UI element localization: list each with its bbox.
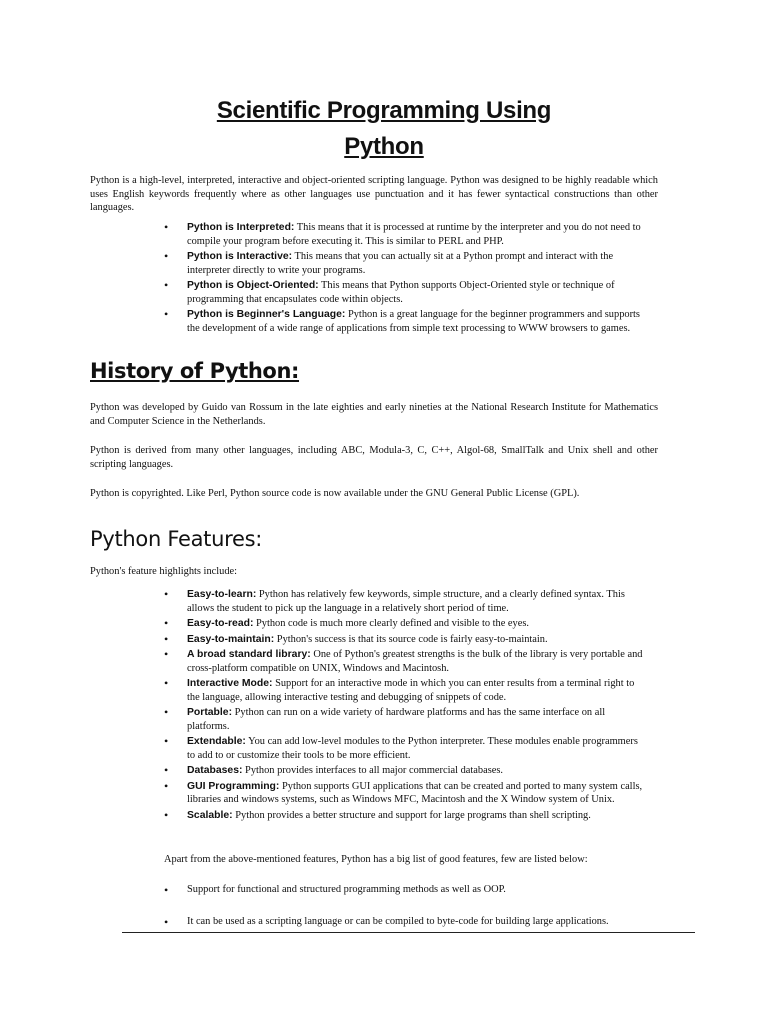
page-title-line1: Scientific Programming Using <box>216 97 552 124</box>
bullet-icon: • <box>164 778 169 793</box>
list-item <box>164 250 644 277</box>
history-heading: History of Python: <box>90 359 300 383</box>
extra-bullet-1 <box>164 884 506 895</box>
list-item <box>164 221 644 248</box>
bullet-icon: • <box>164 734 169 748</box>
list-item <box>164 677 648 704</box>
list-item <box>164 780 648 807</box>
bullet-icon: • <box>164 249 169 263</box>
bullet-text: Python provides a better structure and support for large programs than shell scripting. <box>232 809 591 821</box>
bullet-icon: • <box>164 763 169 777</box>
bullet-term: GUI Programming: <box>187 780 280 792</box>
bullet-term: Interactive Mode: <box>187 678 273 689</box>
list-item <box>164 617 648 631</box>
extra-bullet-text: It can be used as a scripting language or can be compiled to byte-code for building large applications. <box>187 916 609 927</box>
intro-paragraph: Python is a high-level, interpreted, interactive and object-oriented scripting language. Python was designed to be highly readable which uses English keywords frequently where as other languages use punctuation and it has fewer syntactical constructions than other languages. <box>90 175 658 213</box>
bullet-icon: • <box>164 278 169 292</box>
list-item <box>164 588 648 615</box>
bullet-text: Python's success is that its source code is fairly easy-to-maintain. <box>274 633 548 645</box>
bullet-icon: • <box>164 807 169 822</box>
bullet-text: Python is a great language for the beginner programmers and supports the development of a wide range of applications from simple text processing to WWW browsers to games. <box>187 309 640 334</box>
bullet-term: Easy-to-learn: <box>187 589 257 600</box>
extra-bullet-2 <box>164 916 609 927</box>
list-item <box>164 633 648 647</box>
horizontal-rule <box>122 932 695 933</box>
list-item <box>164 735 648 762</box>
bullet-term: Easy-to-maintain: <box>187 633 275 645</box>
bullet-term: Python is Interpreted: <box>187 222 295 233</box>
bullet-text: Support for an interactive mode in which you can enter results from a terminal right to the language, allowing interactive testing and debugging of snippets of code. <box>187 678 635 703</box>
bullet-text: You can add low-level modules to the Python interpreter. These modules enable programmers to add to or customize their tools to be more efficient. <box>187 736 638 761</box>
bullet-icon: • <box>164 915 169 929</box>
bullet-term: Python is Interactive: <box>187 251 293 262</box>
bullet-text: Python supports GUI applications that can be created and ported to many system calls, libraries and windows systems, such as Windows MFC, Macintosh and the X Window system of Unix. <box>187 780 643 805</box>
history-paragraph-1: Python was developed by Guido van Rossum in the late eighties and early nineties at the National Research Institute for Mathematics and Computer Science in the Netherlands. <box>90 402 658 427</box>
bullet-term: Databases: <box>187 765 243 776</box>
bullet-term: Portable: <box>187 707 233 718</box>
history-paragraph-3: Python is copyrighted. Like Perl, Python source code is now available under the GNU General Public License (GPL). <box>90 488 580 499</box>
bullet-text: This means that you can actually sit at a Python prompt and interact with the interpreter directly to write your programs. <box>187 251 614 276</box>
bullet-term: A broad standard library: <box>187 649 311 660</box>
list-item <box>164 764 648 778</box>
bullet-icon: • <box>164 631 169 646</box>
bullet-icon: • <box>164 705 169 719</box>
bullet-icon: • <box>164 616 169 630</box>
bullet-term: Python is Object-Oriented: <box>187 280 319 291</box>
intro-bullet-list <box>164 221 644 337</box>
bullet-icon: • <box>164 883 169 897</box>
bullet-icon: • <box>164 587 169 601</box>
extra-bullet-text: Support for functional and structured programming methods as well as OOP. <box>187 884 506 895</box>
list-item <box>164 648 648 675</box>
apart-paragraph: Apart from the above-mentioned features, Python has a big list of good features, few are listed below: <box>164 854 588 865</box>
bullet-icon: • <box>164 220 169 234</box>
page-title-line2: Python <box>344 133 424 160</box>
bullet-text: Python provides interfaces to all major commercial databases. <box>242 765 504 776</box>
bullet-text: One of Python's greatest strengths is the bulk of the library is very portable and cross-platform compatible on UNIX, Windows and Macintosh. <box>187 649 643 674</box>
list-item <box>164 809 648 823</box>
bullet-term: Easy-to-read: <box>187 618 254 629</box>
features-bullet-list <box>164 588 648 824</box>
bullet-text: This means that Python supports Object-Oriented style or technique of programming that encapsulates code within objects. <box>187 280 615 305</box>
bullet-term: Scalable: <box>187 809 233 821</box>
bullet-icon: • <box>164 307 169 321</box>
bullet-text: This means that it is processed at runtime by the interpreter and you do not need to compile your program before executing it. This is similar to PERL and PHP. <box>187 222 641 247</box>
bullet-term: Extendable: <box>187 736 246 747</box>
features-heading: Python Features: <box>90 527 263 551</box>
list-item <box>164 706 648 733</box>
bullet-icon: • <box>164 647 169 661</box>
list-item <box>164 308 644 335</box>
features-intro: Python's feature highlights include: <box>90 566 238 577</box>
bullet-text: Python code is much more clearly defined and visible to the eyes. <box>253 618 529 629</box>
list-item <box>164 279 644 306</box>
history-paragraph-2: Python is derived from many other languages, including ABC, Modula-3, C, C++, Algol-68, SmallTalk and Unix shell and other scripting languages. <box>90 445 658 470</box>
bullet-text: Python can run on a wide variety of hardware platforms and has the same interface on all platforms. <box>187 707 606 732</box>
bullet-term: Python is Beginner's Language: <box>187 309 346 320</box>
bullet-text: Python has relatively few keywords, simple structure, and a clearly defined syntax. This allows the student to pick up the language in a relatively short period of time. <box>187 589 625 614</box>
bullet-icon: • <box>164 676 169 690</box>
